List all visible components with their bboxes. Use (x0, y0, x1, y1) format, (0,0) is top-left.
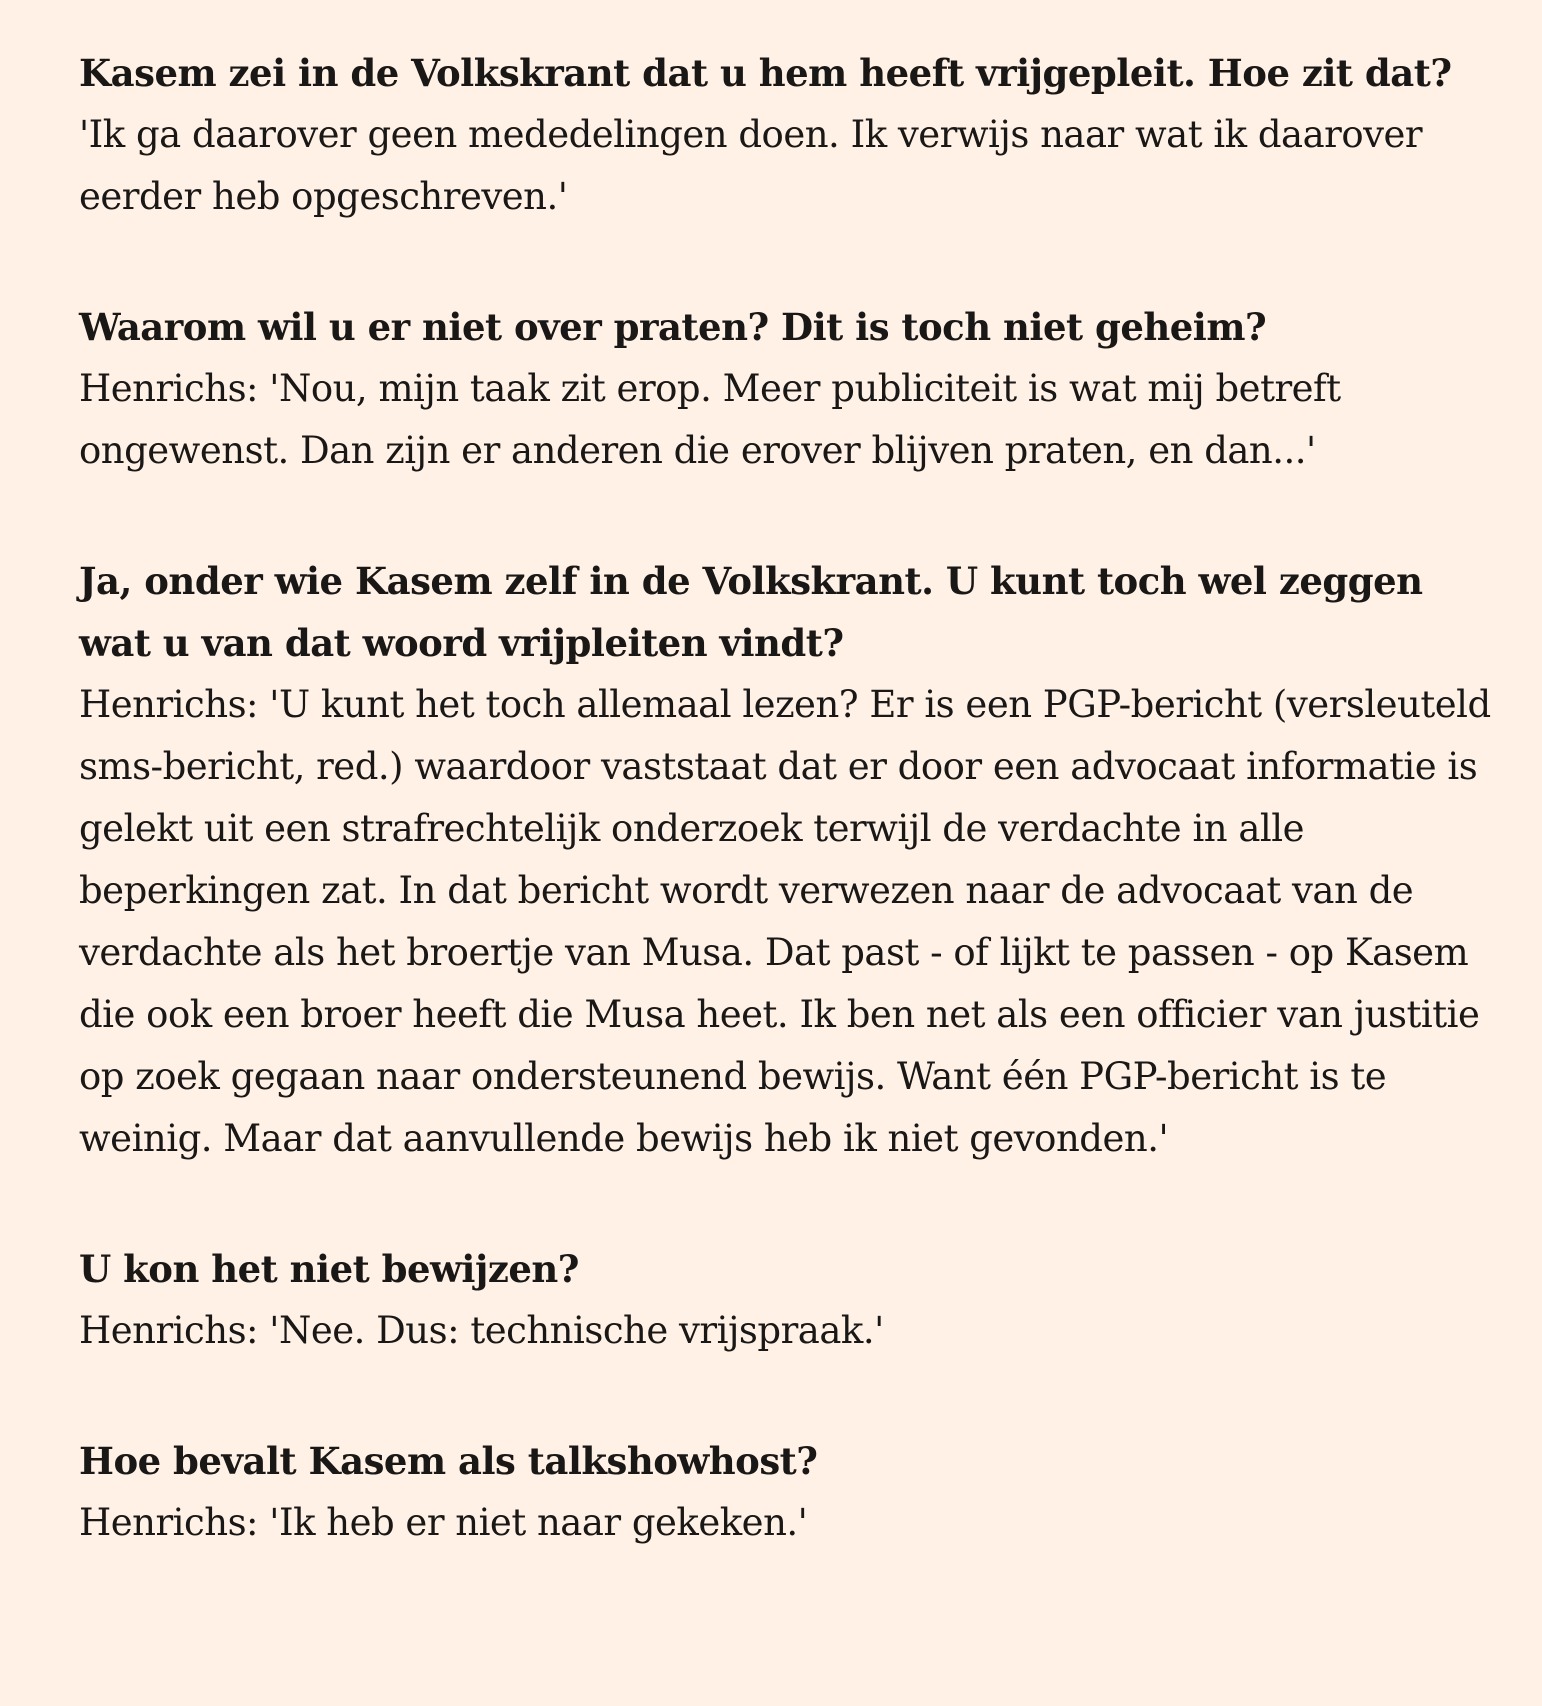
interview-question: U kon het niet bewijzen? (79, 1247, 579, 1291)
interview-answer: Henrichs: 'Nou, mijn taak zit erop. Meer publiciteit is wat mij betreft ongewenst. Dan zijn er anderen die erover blijven praten, en dan...' (79, 367, 1341, 472)
qa-block (79, 1430, 1499, 1554)
interview-question: Ja, onder wie Kasem zelf in de Volkskrant. U kunt toch wel zeggen wat u van dat woord vrijpleiten vindt? (79, 559, 1423, 665)
interview-answer: Henrichs: 'Nee. Dus: technische vrijspraak.' (79, 1309, 884, 1352)
qa-block (79, 296, 1499, 482)
interview-question: Waarom wil u er niet over praten? Dit is toch niet geheim? (79, 305, 1267, 349)
interview-question: Kasem zei in de Volkskrant dat u hem heeft vrijgepleit. Hoe zit dat? (79, 51, 1452, 95)
qa-block (79, 42, 1499, 228)
interview-answer: Henrichs: 'U kunt het toch allemaal lezen? Er is een PGP-bericht (versleuteld sms-bericht, red.) waardoor vaststaat dat er door een advocaat informatie is gelekt uit een strafrechtelijk onderzoek terwijl de verdachte in alle beperkingen zat. In dat bericht wordt verwezen naar de advocaat van de verdachte als het broertje van Musa. Dat past - of lijkt te passen - op Kasem die ook een broer heeft die Musa heet. Ik ben net als een officier van justitie op zoek gegaan naar ondersteunend bewijs. Want één PGP-bericht is te weinig. Maar dat aanvullende bewijs heb ik niet gevonden.' (79, 683, 1491, 1160)
interview-article (79, 42, 1499, 1622)
interview-answer: Henrichs: 'Ik heb er niet naar gekeken.' (79, 1501, 808, 1544)
qa-block (79, 550, 1499, 1170)
qa-block (79, 1238, 1499, 1362)
interview-answer: 'Ik ga daarover geen mededelingen doen. Ik verwijs naar wat ik daarover eerder heb opgeschreven.' (79, 113, 1423, 218)
interview-question: Hoe bevalt Kasem als talkshowhost? (79, 1439, 818, 1483)
